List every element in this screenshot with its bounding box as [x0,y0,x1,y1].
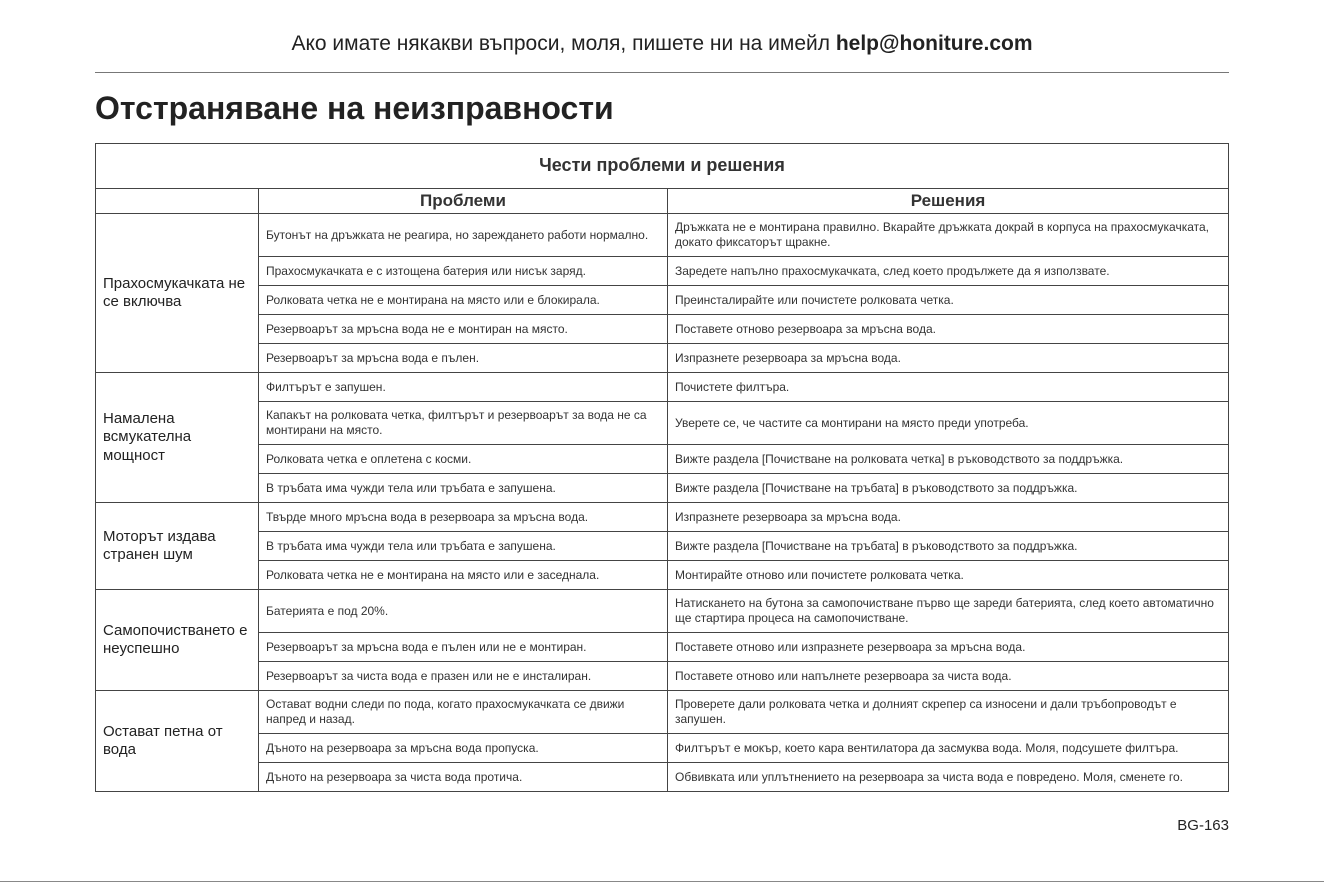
solution-cell: Поставете отново или напълнете резервоара за чиста вода. [668,662,1229,691]
problem-cell: Батерията е под 20%. [259,590,668,633]
table-row [96,286,1229,315]
contact-header [0,32,1324,56]
page-number: BG-163 [1177,817,1229,834]
problems-column-header: Проблеми [259,189,668,214]
solution-cell: Вижте раздела [Почистване на ролковата четка] в ръководството за поддръжка. [668,445,1229,474]
solution-cell: Изпразнете резервоара за мръсна вода. [668,503,1229,532]
problem-cell: Остават водни следи по пода, когато прахосмукачката се движи напред и назад. [259,691,668,734]
problem-cell: Прахосмукачката е с изтощена батерия или нисък заряд. [259,257,668,286]
table-title: Чести проблеми и решения [96,144,1229,189]
table-row [96,532,1229,561]
solution-cell: Филтърът е мокър, което кара вентилатора да засмуква вода. Моля, подсушете филтъра. [668,734,1229,763]
problem-cell: Ролковата четка не е монтирана на място или е блокирала. [259,286,668,315]
category-cell: Моторът издава странен шум [96,503,259,590]
problem-cell: Дъното на резервоара за мръсна вода пропуска. [259,734,668,763]
problem-cell: Капакът на ролковата четка, филтърът и резервоарът за вода не са монтирани на място. [259,402,668,445]
category-cell: Самопочистването е неуспешно [96,590,259,691]
table-row [96,474,1229,503]
solution-cell: Монтирайте отново или почистете ролковата четка. [668,561,1229,590]
table-row [96,445,1229,474]
table-row [96,503,1229,532]
contact-email: help@honiture.com [835,32,1033,55]
problem-cell: В тръбата има чужди тела или тръбата е запушена. [259,474,668,503]
problem-cell: Резервоарът за мръсна вода е пълен. [259,344,668,373]
solution-cell: Преинсталирайте или почистете ролковата четка. [668,286,1229,315]
problem-cell: Резервоарът за мръсна вода не е монтиран на място. [259,315,668,344]
table-row [96,402,1229,445]
solution-cell: Проверете дали ролковата четка и долният скрепер са износени и дали тръбопроводът е запушен. [668,691,1229,734]
problem-cell: Дъното на резервоара за чиста вода протича. [259,763,668,792]
solution-cell: Обвивката или уплътнението на резервоара за чиста вода е повредено. Моля, сменете го. [668,763,1229,792]
table-row [96,373,1229,402]
table-row [96,561,1229,590]
solution-cell: Почистете филтъра. [668,373,1229,402]
table-row [96,315,1229,344]
page-title: Отстраняване на неизправности [95,90,614,126]
solution-cell: Заредете напълно прахосмукачката, след което продължете да я използвате. [668,257,1229,286]
solution-cell: Уверете се, че частите са монтирани на място преди употреба. [668,402,1229,445]
solution-cell: Поставете отново резервоара за мръсна вода. [668,315,1229,344]
table-row [96,214,1229,257]
problem-cell: Резервоарът за чиста вода е празен или не е инсталиран. [259,662,668,691]
table-row [96,633,1229,662]
table-row [96,257,1229,286]
problem-cell: Ролковата четка е оплетена с косми. [259,445,668,474]
solution-cell: Натискането на бутона за самопочистване първо ще зареди батерията, след което автоматично ще стартира процеса на самопочистване. [668,590,1229,633]
header-divider [95,72,1229,73]
solutions-column-header: Решения [668,189,1229,214]
category-column-header [96,189,259,214]
problem-cell: Резервоарът за мръсна вода е пълен или не е монтиран. [259,633,668,662]
table-row [96,344,1229,373]
solution-cell: Изпразнете резервоара за мръсна вода. [668,344,1229,373]
problem-cell: Твърде много мръсна вода в резервоара за мръсна вода. [259,503,668,532]
category-cell: Намалена всмукателна мощност [96,373,259,503]
table-row [96,691,1229,734]
category-cell: Остават петна от вода [96,691,259,792]
table-row [96,734,1229,763]
problem-cell: Филтърът е запушен. [259,373,668,402]
table-row [96,662,1229,691]
category-cell: Прахосмукачката не се включва [96,214,259,373]
bottom-divider [0,881,1324,882]
problem-cell: Ролковата четка не е монтирана на място или е заседнала. [259,561,668,590]
table-row [96,763,1229,792]
solution-cell: Поставете отново или изпразнете резервоара за мръсна вода. [668,633,1229,662]
troubleshooting-table [95,143,1229,792]
solution-cell: Дръжката не е монтирана правилно. Вкарайте дръжката докрай в корпуса на прахосмукачката, докато фиксаторът щракне. [668,214,1229,257]
solution-cell: Вижте раздела [Почистване на тръбата] в ръководството за поддръжка. [668,532,1229,561]
problem-cell: В тръбата има чужди тела или тръбата е запушена. [259,532,668,561]
contact-text: Ако имате някакви въпроси, моля, пишете ни на имейл [291,32,836,55]
problem-cell: Бутонът на дръжката не реагира, но зареждането работи нормално. [259,214,668,257]
solution-cell: Вижте раздела [Почистване на тръбата] в ръководството за поддръжка. [668,474,1229,503]
table-row [96,590,1229,633]
